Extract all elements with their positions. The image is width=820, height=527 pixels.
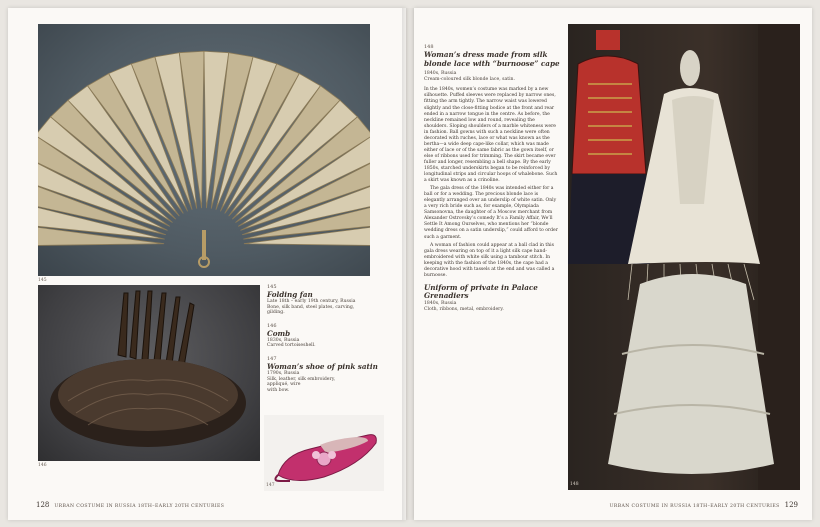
caption-line: Carved tortoiseshell. [267,343,316,349]
caption-line: Late 18th – early 19th century, Russia [267,299,356,304]
right-page [414,8,812,520]
caption-title: Comb [267,328,291,338]
caption-number: 147 [267,355,277,362]
caption-line: 1840s, Russia [424,71,457,77]
caption-title-line-2: blonde lace with “burnoose” cape [424,58,560,68]
caption-line: 1840s, Russia [424,301,457,307]
figure-number-148: 148 [570,482,579,487]
right-folio [610,501,798,509]
page-number: 128 [36,501,50,509]
caption-title-line-1: Woman’s dress made from silk [424,50,548,59]
caption-line: gilding. [267,310,285,316]
caption-line: Bone, silk band, steel plates, carving, [267,304,355,310]
caption-line: with bow. [267,387,290,393]
figure-number-147: 147 [266,483,275,488]
caption-line: Silk, leather, silk embroidery, [267,376,336,382]
caption-title: Uniform of private in Palace Grenadiers [424,282,538,301]
body-paragraph: In the 1840s, women’s costume was marked by a new silhouette. Puffed sleeves were replaced by narrow ones, fitting the arm tightly. The narrow waist was lowered slightly and the close-fitting bodice at the front and rear ended in a narrow tongue in the centre. As before, the neckline remained low and round, revealing the shoulders. Sloping shoulders of a marble whiteness were in fashion. Ball gowns with such a neckline were often decorated with ruches, lace or what was known as the bertha—a wide deep cape-like collar, which was made either of lace or of the same fabric as the gown itself, or else of ribbons used for trimming. The skirt became ever fuller and longer, resembling a bell shape. By the early 1850s, starched underskirts began to be reinforced by longitudinal strips and circular hoops of whalebone. Such a skirt was known as a crinoline. [424,87,558,184]
captions-block [267,284,387,400]
body-paragraph: A woman of fashion could appear at a ball clad in this gala dress wearing on top of it a light silk cape hand-embroidered with white silk using a tambour stitch. In keeping with the fashion of the 1840s, the cape had a decorative hood with tassels at the end and was called a burnoose. [424,242,555,278]
text-column [424,44,560,312]
folding-fan-photo [38,24,370,276]
left-folio [36,501,224,509]
left-page [8,8,406,520]
caption-line: 1830s, Russia [267,337,300,343]
figure-number-145: 145 [38,278,47,283]
caption-meta [424,71,560,82]
running-head: URBAN COSTUME IN RUSSIA 18TH–EARLY 20TH CENTURIES [609,504,780,509]
caption-line: Cloth, ribbons, metal, embroidery. [424,306,504,312]
caption-line: Cream-coloured silk blonde lace, satin. [424,76,515,82]
caption-line: 1790s, Russia [267,370,300,376]
caption-uniform [424,284,560,312]
running-head: URBAN COSTUME IN RUSSIA 18TH–EARLY 20TH CENTURIES [54,504,225,509]
caption-number: 145 [267,284,277,290]
body-paragraph: The gala dress of the 1840s was intended either for a ball or for a wedding. The precious blonde lace is elegantly arranged over an underslip of white satin. Only a very rich bride such as, for example, Olympiada Samsonovna, the daughter of a Moscow merchant from Alexander Ostrovsky’s comedy It’s a Family Affair, We’ll Settle It Among Ourselves, who mentions her “blonde wedding dress on a satin underslip,” could afford to order such a garment. [424,186,558,240]
caption-number: 146 [267,322,277,329]
comb-photo [38,285,260,461]
lace-dress-photo [568,24,800,490]
caption-number: 148 [424,44,434,50]
caption-title: Folding fan [267,290,313,299]
caption-145 [267,284,387,316]
caption-line: appliqué, wire [267,382,301,388]
caption-title: Woman’s shoe of pink satin [267,361,378,371]
caption-147 [267,356,387,393]
page-number: 129 [784,501,798,509]
figure-number-146: 146 [38,463,47,468]
pink-satin-shoe-photo [264,415,384,491]
caption-146 [267,323,387,349]
